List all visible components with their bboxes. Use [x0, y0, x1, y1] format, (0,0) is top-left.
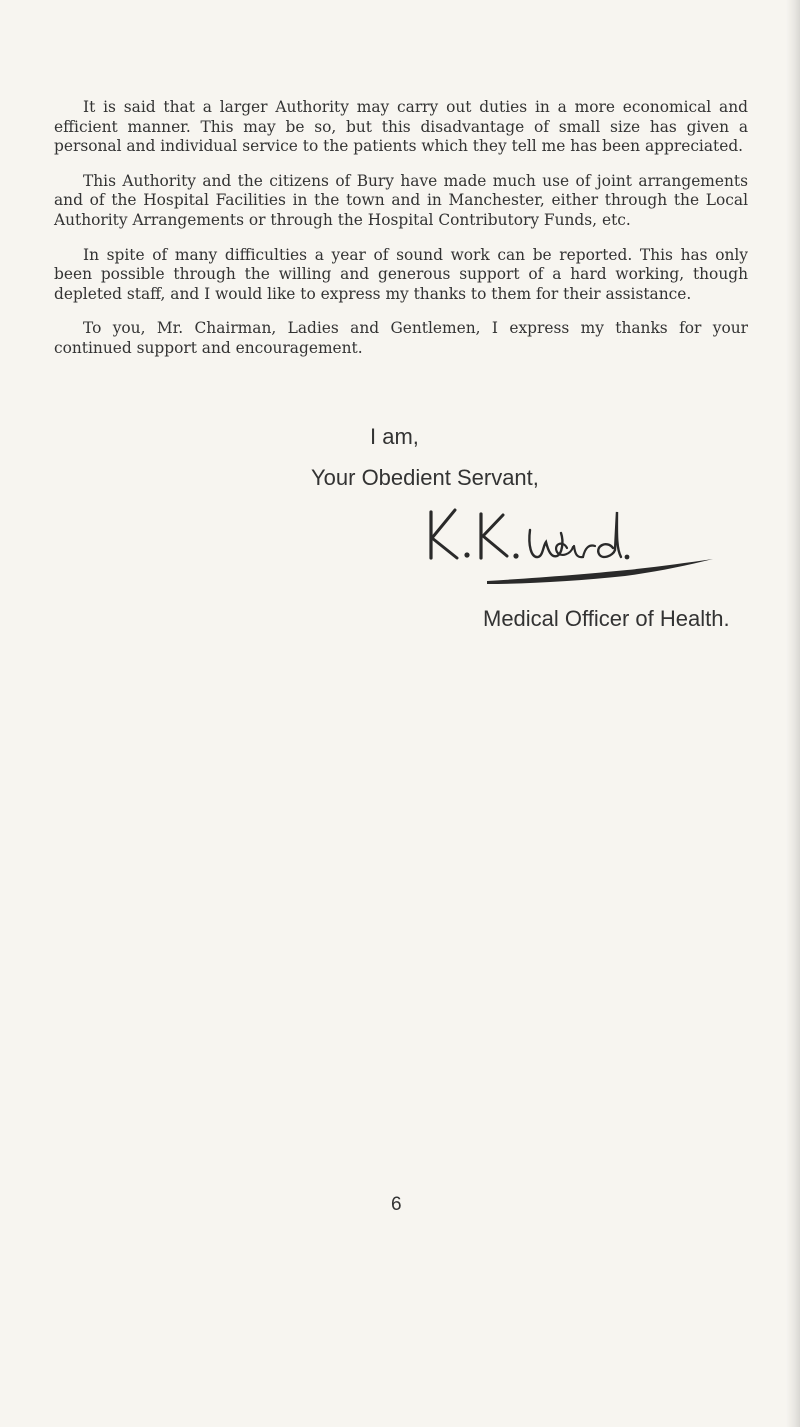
letter-body: [54, 98, 748, 374]
page-number: 6: [391, 1194, 402, 1215]
closing-line-1: I am,: [370, 424, 419, 449]
paragraph-4: To you, Mr. Chairman, Ladies and Gentlemen, I express my thanks for your continued support and encouragement.: [54, 319, 748, 357]
page-edge-shadow: [786, 0, 800, 1427]
paragraph-3: In spite of many difficulties a year of sound work can be reported. This has only been possible through the willing and generous support of a hard working, though depleted staff, and I would like to express my thanks to them for their assistance.: [54, 245, 748, 303]
closing-line-2: Your Obedient Servant,: [311, 465, 539, 490]
paragraph-2: This Authority and the citizens of Bury have made much use of joint arrangements and of the Hospital Facilities in the town and in Manchester, either through the Local Authority Arrangements or through the Hospital Contributory Funds, etc.: [54, 171, 748, 229]
paragraph-1: It is said that a larger Authority may carry out duties in a more economical and efficient manner. This may be so, but this disadvantage of small size has given a personal and individual service to the patients which they tell me has been appreciated.: [54, 98, 748, 156]
handwritten-signature: [427, 500, 717, 600]
signatory-title: Medical Officer of Health.: [483, 606, 730, 631]
